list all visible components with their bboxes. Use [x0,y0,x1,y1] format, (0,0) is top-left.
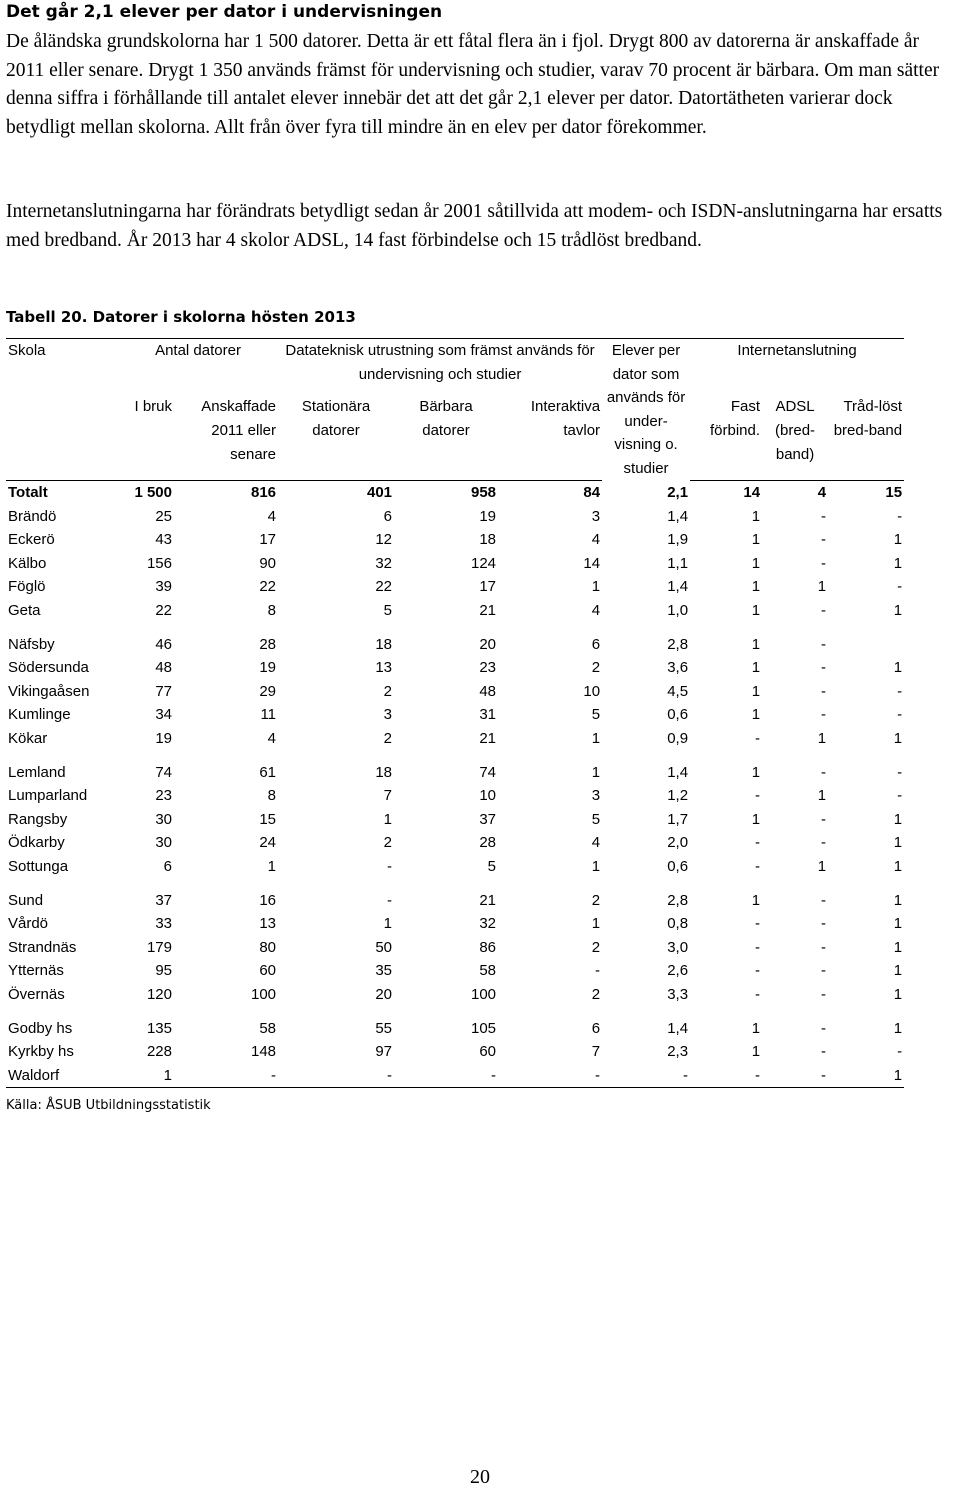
value-cell: - [897,1043,903,1061]
value-cell: - [897,578,903,596]
total-row [6,481,904,505]
value-cell: - [821,602,827,620]
value-cell: 1 [817,730,827,747]
value-cell: 2,8 [667,635,689,653]
value-cell: 58 [479,962,497,980]
value-cell: 1 [383,915,393,933]
value-cell: - [821,554,827,572]
value-cell: 1 [751,602,761,620]
value-cell: 1 [893,938,903,956]
value-cell: 1,1 [667,554,689,572]
value-cell: 1 [893,1019,903,1037]
value-cell: 4 [591,834,601,852]
value-cell: 18 [479,531,497,549]
value-cell: 5 [383,602,393,620]
value-cell: 21 [479,730,497,747]
header-barbara: Bärbara datorer [394,395,498,480]
value-cell: 10 [479,787,497,805]
table-row [6,1064,904,1088]
value-cell: 97 [375,1043,393,1061]
value-cell: 80 [259,938,277,956]
school-name-cell: Vårdö [8,915,49,933]
school-name-cell: Kälbo [8,554,47,572]
value-cell: 32 [479,915,497,933]
value-cell: 4 [267,730,277,747]
value-cell: 1 [751,810,761,828]
group-spacer [6,623,904,633]
value-cell: 2,8 [667,891,689,909]
value-cell: - [387,857,393,875]
value-cell: - [821,915,827,933]
value-cell: 2 [591,938,601,956]
school-name-cell: Kumlinge [8,706,71,724]
value-cell: 1 [893,554,903,572]
value-cell: 95 [155,962,172,980]
header-antal-datorer: Antal datorer [118,339,278,396]
value-cell: 13 [375,659,393,677]
school-name-cell: Kökar [8,730,48,747]
value-cell: 1,2 [667,787,689,805]
table-row [6,703,904,727]
value-cell: 1 [591,915,601,933]
value-cell: 1 [893,834,903,852]
value-cell: 13 [259,915,277,933]
value-cell: 4 [591,602,601,620]
school-name-cell: Totalt [8,484,48,502]
header-fast: Fast förbind. [690,395,762,480]
value-cell: 1 [751,531,761,549]
value-cell: 2 [383,730,393,747]
value-cell: 4,5 [667,682,689,700]
value-cell: - [821,891,827,909]
value-cell: 1 [828,1064,904,1088]
value-cell: 1 [893,730,903,747]
value-cell: - [821,834,827,852]
value-cell: 50 [375,938,393,956]
value-cell: 3,0 [667,938,689,956]
value-cell: 86 [479,938,497,956]
value-cell: - [897,763,903,781]
value-cell: 43 [155,531,172,549]
value-cell: 6 [591,635,601,653]
header-tradlost: Tråd-löst bred-band [828,395,904,480]
value-cell: 18 [375,763,393,781]
group-spacer [6,751,904,761]
table-row [6,552,904,576]
value-cell: 3 [591,507,601,525]
school-name-cell: Sottunga [8,857,69,875]
value-cell: 60 [259,962,277,980]
table-row [6,855,904,879]
value-cell: 1 [893,531,903,549]
value-cell: 1 500 [134,484,172,502]
value-cell: - [821,985,827,1003]
value-cell: 5 [591,810,601,828]
value-cell: 37 [155,891,172,909]
value-cell: 1 [751,763,761,781]
table-body [6,481,904,1088]
value-cell: 100 [250,985,277,1003]
value-cell: 1 [893,985,903,1003]
value-cell: 19 [259,659,277,677]
value-cell: 3,3 [667,985,689,1003]
value-cell: 6 [163,857,172,875]
value-cell: 4 [817,484,827,502]
value-cell: 46 [155,635,172,653]
value-cell: 22 [259,578,277,596]
value-cell: 1 [893,659,903,677]
value-cell: 33 [155,915,172,933]
value-cell: - [387,891,393,909]
value-cell: 2 [591,891,601,909]
value-cell: - [897,787,903,805]
value-cell: 0,6 [667,857,689,875]
school-name-cell: Rangsby [8,810,68,828]
intro-paragraph: De åländska grundskolorna har 1 500 datorer. Detta är ett fåtal flera än i fjol. Drygt 800 av datorerna är anskaffade år 2011 eller senare. Drygt 1 350 används främst för undervisning och studier, varav 70 procent är bärbara. Om man sätter denna siffra i förhållande till antalet elever innebär det att det går 2,1 elever per dator. Datortätheten varierar dock betydligt mellan skolorna. Allt från över fyra till mindre än en elev per dator förekommer. [6,31,940,138]
value-cell: 18 [375,635,393,653]
value-cell: 2,3 [667,1043,689,1061]
value-cell: 6 [591,1019,601,1037]
value-cell: 1 [591,578,601,596]
school-name-cell: Brändö [8,507,57,525]
value-cell: 48 [155,659,172,677]
value-cell: 8 [267,787,277,805]
value-cell: 29 [259,682,277,700]
value-cell: 1 [751,659,761,677]
school-name-cell: Ytternäs [8,962,64,980]
table-row [6,727,904,751]
value-cell: - [897,706,903,724]
value-cell: - [690,1064,762,1088]
value-cell: 3,6 [667,659,689,677]
value-cell: 30 [155,810,172,828]
value-cell: 3 [591,787,601,805]
table-row [6,633,904,657]
value-cell: 74 [155,763,172,781]
value-cell: - [755,857,761,875]
value-cell: 60 [479,1043,497,1061]
value-cell: - [821,763,827,781]
school-name-cell: Ödkarby [8,834,65,852]
value-cell: 77 [155,682,172,700]
value-cell: 2 [591,659,601,677]
value-cell: 23 [479,659,497,677]
value-cell: - [821,1019,827,1037]
value-cell: 19 [479,507,497,525]
value-cell: 156 [146,554,172,572]
value-cell: 24 [259,834,277,852]
header-skola: Skola [6,339,118,396]
value-cell: 16 [259,891,277,909]
value-cell: 22 [155,602,172,620]
header-i-bruk: I bruk [118,395,174,480]
table-row [6,1040,904,1064]
table-caption: Tabell 20. Datorer i skolorna hösten 2013 [6,308,356,326]
school-name-cell: Vikingaåsen [8,682,90,700]
value-cell: 20 [479,635,497,653]
value-cell: 14 [743,484,761,502]
table-row [6,761,904,785]
value-cell: 28 [259,635,277,653]
value-cell: 1,4 [667,578,689,596]
value-cell: 17 [479,578,497,596]
value-cell: 14 [583,554,601,572]
school-name-cell: Kyrkby hs [8,1043,74,1061]
table-row [6,808,904,832]
value-cell: 2,6 [667,962,689,980]
value-cell: 2,1 [667,483,689,501]
internet-paragraph: Internetanslutningarna har förändrats betydligt sedan år 2001 såtillvida att modem- och ISDN-anslutningarna har ersatts med bredband. År 2013 har 4 skolor ADSL, 14 fast förbindelse och 15 trådlöst bredband. [6,201,943,251]
group-spacer [6,1007,904,1017]
header-elever-per-dator: Elever per dator som används för under-visning o. studier [602,339,690,481]
value-cell: - [821,531,827,549]
value-cell: 1 [893,602,903,620]
value-cell: - [821,810,827,828]
school-name-cell: Näfsby [8,635,55,653]
value-cell: 120 [146,985,172,1003]
table-row [6,505,904,529]
value-cell: 12 [375,531,393,549]
value-cell: 90 [259,554,277,572]
value-cell: 10 [583,682,601,700]
value-cell: 0,6 [667,706,689,724]
table-row [6,1017,904,1041]
value-cell: 74 [479,763,497,781]
value-cell: 228 [146,1043,172,1061]
value-cell: 20 [375,985,393,1003]
value-cell: 1,4 [667,507,689,525]
value-cell: 0,9 [667,730,689,747]
school-name-cell: Godby hs [8,1019,73,1037]
value-cell: 135 [146,1019,172,1037]
value-cell: - [821,507,827,525]
table-row [6,959,904,983]
value-cell: 1 [817,787,827,805]
value-cell: 8 [267,602,277,620]
value-cell: 1 [751,706,761,724]
table-row [6,680,904,704]
group-spacer [6,879,904,889]
value-cell: - [498,1064,602,1088]
value-cell: - [174,1064,278,1088]
value-cell: 148 [250,1043,277,1061]
value-cell: 6 [383,507,393,525]
value-cell: 2 [383,834,393,852]
value-cell: 1,4 [667,1019,689,1037]
value-cell: - [278,1064,394,1088]
value-cell: - [821,1043,827,1061]
school-name-cell: Strandnäs [8,938,77,956]
school-name-cell: Lumparland [8,787,88,805]
table-row [6,656,904,680]
value-cell: 5 [487,857,497,875]
value-cell: 1 [383,810,393,828]
value-cell: 2,0 [667,834,689,852]
value-cell [828,633,904,657]
header-anskaffade: Anskaffade 2011 eller senare [174,395,278,480]
value-cell: - [821,962,827,980]
value-cell: 15 [259,810,277,828]
value-cell: 1,7 [667,810,689,828]
value-cell: 1 [751,891,761,909]
value-cell: 401 [366,484,393,502]
value-cell: - [755,938,761,956]
value-cell: 1 [893,915,903,933]
value-cell: 25 [155,507,172,525]
value-cell: 4 [591,531,601,549]
value-cell: 0,8 [667,915,689,933]
value-cell: - [755,787,761,805]
value-cell: - [821,706,827,724]
value-cell: 58 [259,1019,277,1037]
value-cell: - [755,915,761,933]
table-row [6,912,904,936]
value-cell: 1 [817,857,827,875]
value-cell: 48 [479,682,497,700]
value-cell: 7 [383,787,393,805]
value-cell: 19 [155,730,172,747]
value-cell: 1 [591,763,601,781]
value-cell: 958 [470,484,497,502]
table-row [6,889,904,913]
value-cell: - [821,659,827,677]
value-cell: 2 [383,682,393,700]
school-name-cell: Södersunda [8,659,89,677]
school-name-cell: Waldorf [6,1064,118,1088]
value-cell: - [821,635,827,653]
value-cell: 3 [383,706,393,724]
value-cell: 30 [155,834,172,852]
value-cell: 1 [751,635,761,653]
value-cell: 1 [817,578,827,596]
school-name-cell: Föglö [8,578,46,596]
table-row [6,983,904,1007]
page-number: 20 [470,1466,490,1488]
value-cell: 1 [591,730,601,747]
value-cell: 1 [751,507,761,525]
value-cell: 1 [893,962,903,980]
value-cell: 23 [155,787,172,805]
value-cell: 2 [591,985,601,1003]
computers-table [6,338,904,1088]
table-row [6,831,904,855]
value-cell: - [394,1064,498,1088]
value-cell: - [821,938,827,956]
value-cell: - [602,1064,690,1088]
value-cell: 1 [893,857,903,875]
value-cell: 28 [479,834,497,852]
value-cell: - [897,507,903,525]
school-name-cell: Eckerö [8,531,55,549]
value-cell: - [755,834,761,852]
header-internetanslutning: Internetanslutning [690,339,904,396]
value-cell: 1 [751,1019,761,1037]
value-cell: 61 [259,763,277,781]
value-cell: 35 [375,962,393,980]
value-cell: 100 [470,985,497,1003]
value-cell: 179 [146,938,172,956]
value-cell: 55 [375,1019,393,1037]
value-cell: 21 [479,602,497,620]
value-cell: 1 [893,810,903,828]
value-cell: 1,9 [667,531,689,549]
value-cell: 1 [751,1043,761,1061]
value-cell: - [755,962,761,980]
value-cell: 1 [591,857,601,875]
value-cell: - [755,730,761,747]
table-row [6,528,904,552]
school-name-cell: Sund [8,891,44,909]
value-cell: 39 [155,578,172,596]
value-cell: - [821,682,827,700]
header-stationara: Stationära datorer [278,395,394,480]
value-cell: 105 [470,1019,497,1037]
value-cell: 37 [479,810,497,828]
value-cell: 5 [591,706,601,724]
value-cell: 1 [751,554,761,572]
table-row [6,936,904,960]
value-cell: 15 [885,484,903,502]
school-name-cell: Lemland [8,763,66,781]
value-cell: 124 [470,554,497,572]
value-cell: 1 [751,682,761,700]
value-cell: 816 [250,484,277,502]
value-cell: 1,0 [667,602,689,620]
value-cell: 11 [260,706,277,724]
header-adsl: ADSL (bred-band) [762,395,828,480]
value-cell: - [595,962,601,980]
value-cell: 1 [893,891,903,909]
value-cell: 1 [751,578,761,596]
value-cell: 17 [259,531,277,549]
value-cell: - [897,682,903,700]
value-cell: 7 [591,1043,601,1061]
school-name-cell: Övernäs [8,985,65,1003]
header-datateknisk: Datateknisk utrustning som främst används för undervisning och studier [278,339,602,396]
value-cell: 31 [479,706,497,724]
value-cell: 21 [479,891,497,909]
value-cell: 22 [375,578,393,596]
section-heading: Det går 2,1 elever per dator i undervisningen [6,2,443,22]
header-interaktiva: Interaktiva tavlor [498,395,602,480]
source-note: Källa: ÅSUB Utbildningsstatistik [6,1098,211,1113]
table-row [6,784,904,808]
value-cell: 32 [375,554,393,572]
value-cell: 1 [118,1064,174,1088]
school-name-cell: Geta [8,602,41,620]
value-cell: 4 [267,507,277,525]
value-cell: 1,4 [667,763,689,781]
value-cell: 34 [155,706,172,724]
value-cell: 1 [267,857,277,875]
value-cell: - [755,985,761,1003]
value-cell: 84 [583,484,601,502]
table-row [6,575,904,599]
table-row [6,599,904,623]
value-cell: - [762,1064,828,1088]
